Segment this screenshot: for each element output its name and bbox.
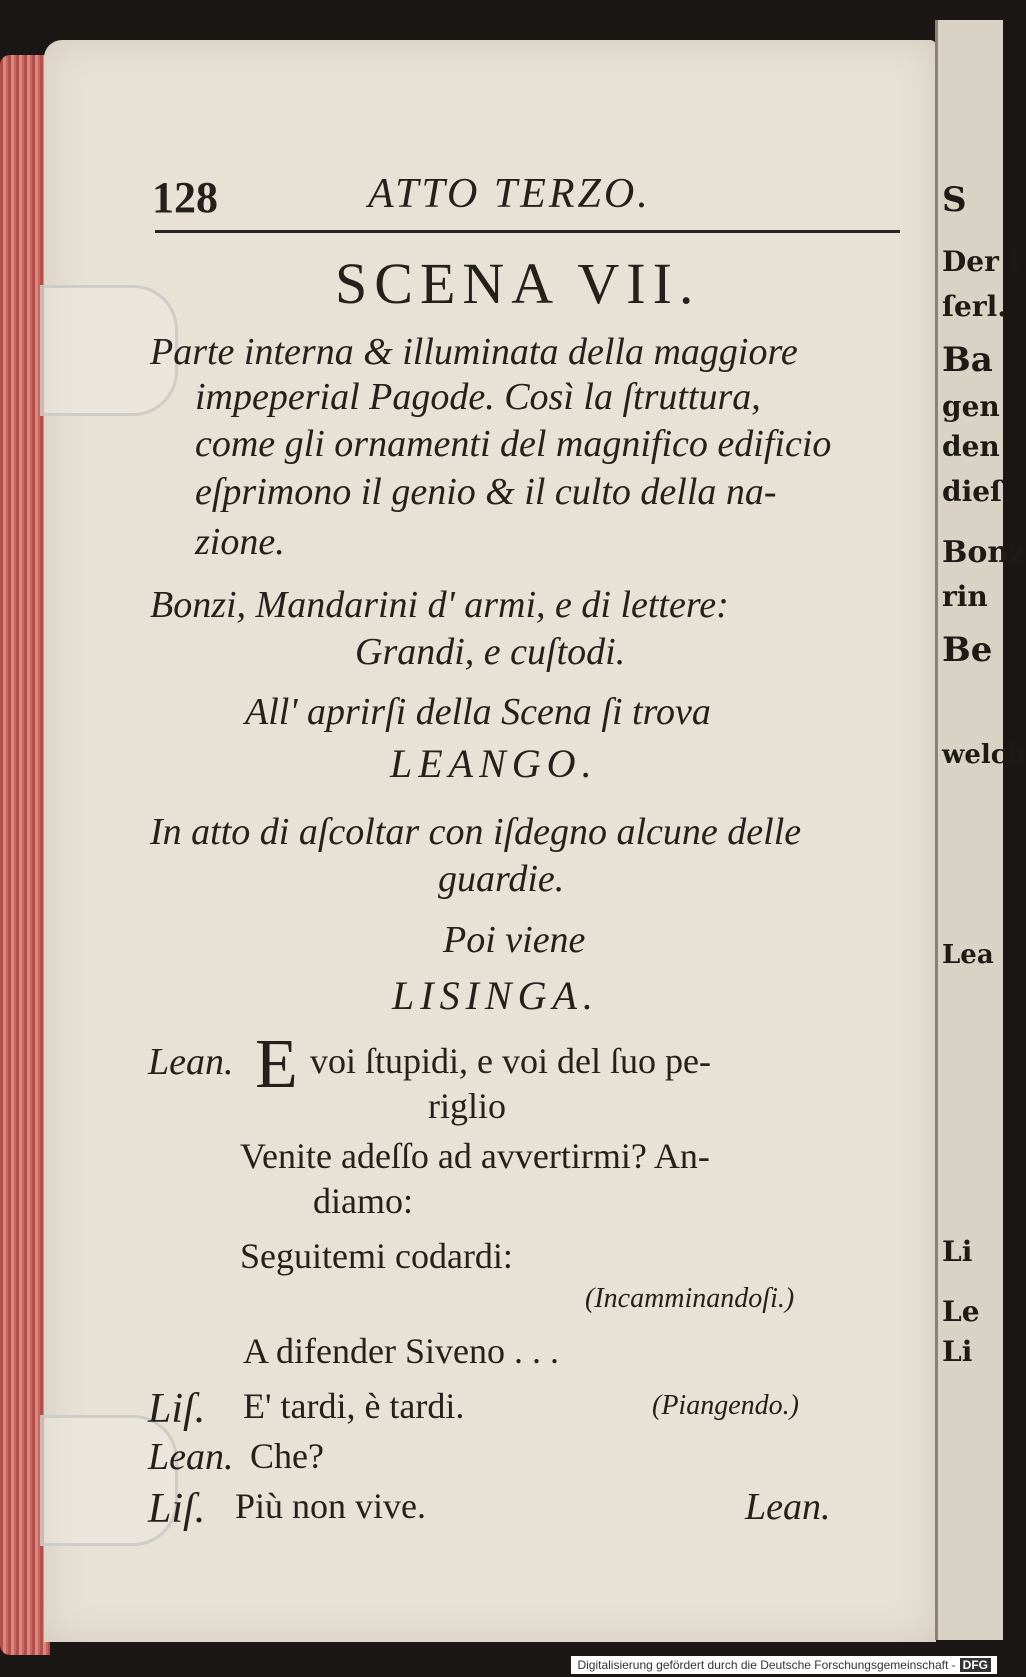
dfg-logo: DFG [960,1658,991,1672]
dialogue-line: A difender Siveno . . . [243,1331,559,1371]
credit-text: Digitalisierung gefördert durch die Deutsche Forschungsgemeinschaft - [577,1658,956,1672]
facing-line: welch [942,740,1026,770]
facing-line: Ba [942,340,993,380]
dialogue-line: Che? [250,1436,324,1476]
facing-line: Le [942,1295,980,1328]
facing-line: Be [942,630,993,670]
setting-line: eſprimono il genio & il culto della na- [195,471,777,513]
facing-line: dieſ [942,475,1003,508]
digitization-credit [571,1656,997,1674]
drop-cap: E [255,1026,298,1103]
speaker-label: Lean. [148,1436,234,1478]
character-lisinga: LISINGA. [392,973,599,1018]
facing-line: S [942,180,967,220]
facing-line: Li [942,1335,973,1368]
page-number: 128 [152,173,218,222]
dialogue-line: Più non vive. [235,1486,427,1526]
facing-line: ſerl. [942,290,1007,323]
action-line: In atto di aſcoltar con iſdegno alcune delle [150,811,802,853]
setting-line: zione. [195,521,285,563]
speaker-label: Liſ. [148,1486,206,1532]
dialogue-line: voi ſtupidi, e voi del ſuo pe- [310,1041,711,1081]
dialogue-line: E' tardi, è tardi. [243,1386,465,1426]
facing-line: Lea [942,940,994,970]
setting-line: come gli ornamenti del magnifico edificio [195,423,832,465]
scene-title: SCENA VII. [335,251,701,316]
setting-line: Parte interna & illuminata della maggiore [150,331,798,373]
speaker-label: Liſ. [148,1386,206,1432]
header-rule [155,230,900,233]
dialogue-line: Seguitemi codardi: [240,1236,513,1276]
action-line: guardie. [438,858,565,900]
facing-line: den [942,430,1000,463]
setting-line: impeperial Pagode. Così la ſtruttura, [195,376,761,418]
facing-line: gen [942,390,1000,423]
discovery-line: All' aprirſi della Scena ſi trova [245,691,711,733]
dialogue-line: diamo: [313,1181,413,1221]
then-comes-line: Poi viene [443,919,586,961]
stage-direction: (Piangendo.) [652,1390,799,1421]
facing-line: Der i [942,245,1020,278]
dialogue-line: Venite adeſſo ad avvertirmi? An- [240,1136,710,1176]
facing-line: Li [942,1235,973,1268]
character-leango: LEANGO. [390,741,598,786]
facing-line: Bonz [942,535,1026,570]
facing-line: rin [942,580,988,613]
dialogue-line: riglio [428,1086,506,1126]
catchword: Lean. [745,1486,831,1528]
characters-line: Bonzi, Mandarini d' armi, e di lettere: [150,584,729,626]
characters-line: Grandi, e cuſtodi. [355,631,626,673]
speaker-label: Lean. [148,1041,234,1083]
stage-direction: (Incamminandoſi.) [585,1283,795,1314]
running-title: ATTO TERZO. [368,171,651,217]
